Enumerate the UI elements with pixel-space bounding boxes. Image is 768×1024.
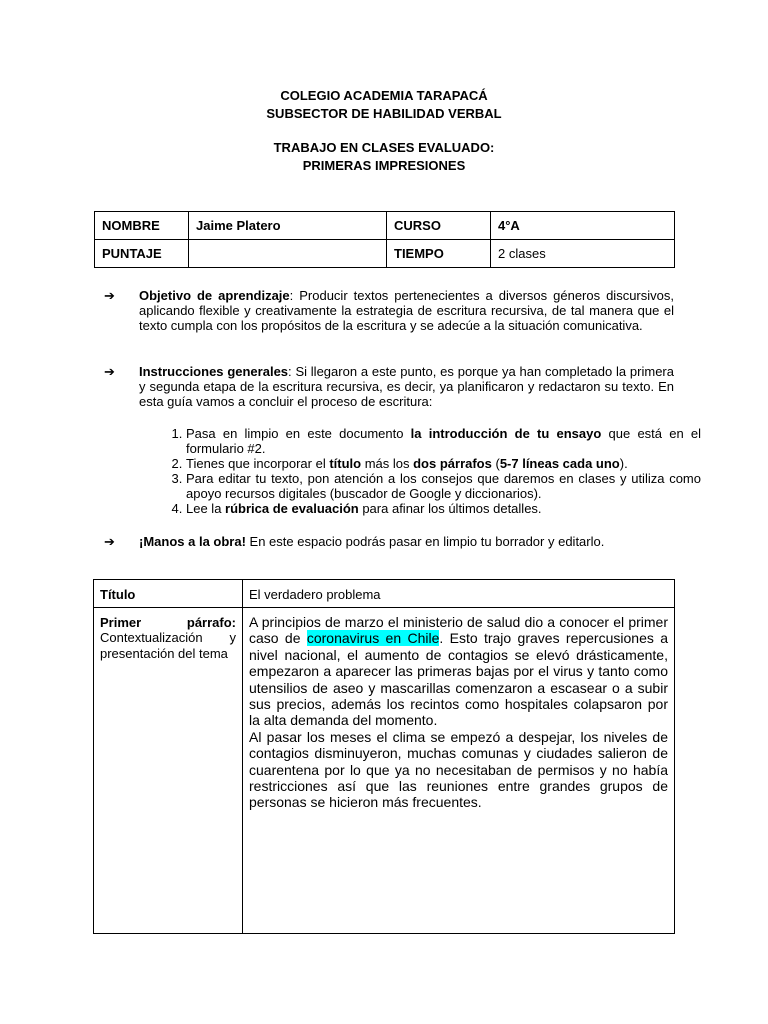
instructions-label: Instrucciones generales bbox=[139, 364, 289, 379]
arrow-icon: ➔ bbox=[104, 534, 115, 549]
titulo-label: Título bbox=[94, 580, 243, 608]
puntaje-label: PUNTAJE bbox=[95, 240, 189, 268]
list-item: 4. Lee la rúbrica de evaluación para afinar los últimos detalles. bbox=[186, 501, 701, 516]
arrow-icon: ➔ bbox=[104, 288, 115, 303]
essay-table bbox=[93, 579, 675, 934]
arrow-icon: ➔ bbox=[104, 364, 115, 379]
list-item: 2. Tienes que incorporar el título más los dos párrafos (5-7 líneas cada uno). bbox=[186, 456, 701, 471]
curso-label: CURSO bbox=[387, 212, 491, 240]
list-item: 3. Para editar tu texto, pon atención a los consejos que daremos en clases y utiliza como apoyo recursos digitales (buscador de Google y diccionarios). bbox=[186, 471, 701, 501]
highlighted-text: coronavirus en Chile bbox=[306, 630, 440, 647]
parrafo-body-cell bbox=[243, 608, 675, 934]
work-title: TRABAJO EN CLASES EVALUADO: bbox=[273, 140, 495, 155]
manos-label: ¡Manos a la obra! bbox=[139, 534, 246, 549]
objective-label: Objetivo de aprendizaje bbox=[139, 288, 290, 303]
list-item: 1. Pasa en limpio en este documento la introducción de tu ensayo que está en el formulario #2. bbox=[186, 426, 701, 456]
instructions-list bbox=[160, 426, 701, 516]
parrafo-sublabel: Contextualización y presentación del tema bbox=[100, 630, 236, 661]
titulo-value: El verdadero problema bbox=[243, 580, 675, 608]
tiempo-value: 2 clases bbox=[491, 240, 675, 268]
objective-body: : Producir textos pertenecientes a diversos géneros discursivos, aplicando flexible y creativamente la estrategia de escritura recursiva, de tal manera que el texto cumpla con los propósitos de la escritura y se adecúe a la situación comunicativa. bbox=[139, 288, 674, 333]
curso-value: 4°A bbox=[491, 212, 675, 240]
paragraph-1: A principios de marzo el ministerio de salud dio a conocer el primer caso de coronavirus en Chile. Esto trajo graves repercusiones a nivel nacional, el aumento de contagios se elevó drásticamente, empezaron a aparecer las primeras bajas por el virus y tanto como utensilios de aseo y mascarillas comenzaron a escasear o a subir sus precios, además los recintos como hospitales colapsaron por la alta demanda del momento. bbox=[249, 614, 668, 729]
student-info-table bbox=[94, 211, 675, 268]
instructions-text bbox=[139, 364, 674, 409]
manos-body: En este espacio podrás pasar en limpio tu borrador y editarlo. bbox=[245, 534, 605, 549]
parrafo-label: Primer párrafo: bbox=[100, 615, 236, 630]
manos-text bbox=[139, 534, 674, 549]
instructions-body: : Si llegaron a este punto, es porque ya han completado la primera y segunda etapa de la escritura recursiva, es decir, ya planificaron y redactaron su texto. En esta guía vamos a concluir el proceso de escritura: bbox=[139, 364, 674, 409]
nombre-value: Jaime Platero bbox=[189, 212, 387, 240]
subject-name: SUBSECTOR DE HABILIDAD VERBAL bbox=[266, 106, 502, 121]
puntaje-value bbox=[189, 240, 387, 268]
nombre-label: NOMBRE bbox=[95, 212, 189, 240]
objective-text bbox=[139, 288, 674, 333]
tiempo-label: TIEMPO bbox=[387, 240, 491, 268]
paragraph-2: Al pasar los meses el clima se empezó a despejar, los niveles de contagios disminuyeron, muchas comunas y ciudades salieron de cuarentena por lo que ya no necesitaban de permisos y no había restricciones así que las reuniones entre grandes grupos de personas se hicieron más frecuentes. bbox=[249, 728, 668, 811]
work-subtitle: PRIMERAS IMPRESIONES bbox=[302, 158, 466, 173]
school-name: COLEGIO ACADEMIA TARAPACÁ bbox=[280, 88, 488, 103]
parrafo-label-cell bbox=[94, 608, 243, 934]
